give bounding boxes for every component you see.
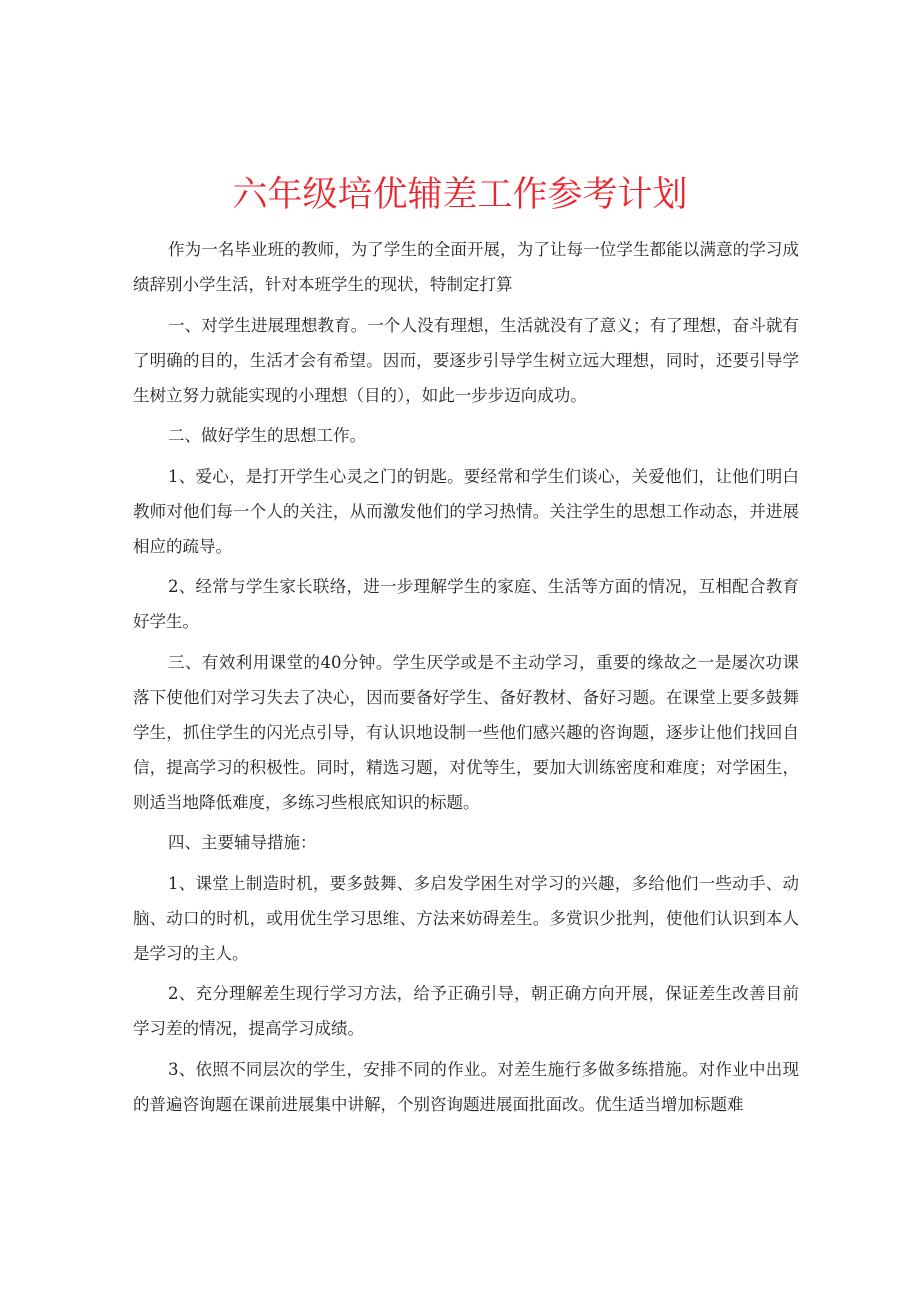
paragraph-section-2-item-1: 1、爱心，是打开学生心灵之门的钥匙。要经常和学生们谈心，关爱他们，让他们明白教师对他们每一个人的关注，从而激发他们的学习热情。关注学生的思想工作动态，并进展相应的疏导。 <box>133 466 799 556</box>
paragraph-section-3: 三、有效利用课堂的40分钟。学生厌学或是不主动学习，重要的缘故之一是屡次功课落下使他们对学习失去了决心，因而要备好学生、备好教材、备好习题。在课堂上要多鼓舞学生，抓住学生的闪光点引导，有认识地设制一些他们感兴趣的咨询题，逐步让他们找回自信，提高学习的积极性。同时，精选习题，对优等生，要加大训练密度和难度；对学困生，则适当地降低难度，多练习些根底知识的标题。 <box>133 652 799 812</box>
document-body <box>133 232 799 1127</box>
paragraph-section-4-item-2: 2、充分理解差生现行学习方法，给予正确引导，朝正确方向开展，保证差生改善目前学习差的情况，提高学习成绩。 <box>133 984 799 1038</box>
document-title: 六年级培优辅差工作参考计划 <box>232 175 688 215</box>
paragraph-section-4-item-1: 1、课堂上制造时机，要多鼓舞、多启发学困生对学习的兴趣，多给他们一些动手、动脑、动口的时机，或用优生学习思维、方法来妨碍差生。多赏识少批判，使他们认识到本人是学习的主人。 <box>133 873 799 963</box>
paragraph-section-4-item-3: 3、依照不同层次的学生，安排不同的作业。对差生施行多做多练措施。对作业中出现的普遍咨询题在课前进展集中讲解，个别咨询题进展面批面改。优生适当增加标题难 <box>133 1059 799 1114</box>
paragraph-section-2-heading: 二、做好学生的思想工作。 <box>168 426 366 445</box>
paragraph-section-2-item-2: 2、经常与学生家长联络，进一步理解学生的家庭、生活等方面的情况，互相配合教育好学生。 <box>133 577 799 631</box>
paragraph-section-4-heading: 四、主要辅导措施： <box>168 833 317 852</box>
paragraph-intro: 作为一名毕业班的教师，为了学生的全面开展，为了让每一位学生都能以满意的学习成绩辞别小学生活，针对本班学生的现状，特制定打算 <box>133 240 799 294</box>
paragraph-section-1: 一、对学生进展理想教育。一个人没有理想，生活就没有了意义；有了理想，奋斗就有了明确的目的，生活才会有希望。因而，要逐步引导学生树立远大理想，同时，还要引导学生树立努力就能实现的小理想（目的），如此一步步迈向成功。 <box>133 315 799 405</box>
